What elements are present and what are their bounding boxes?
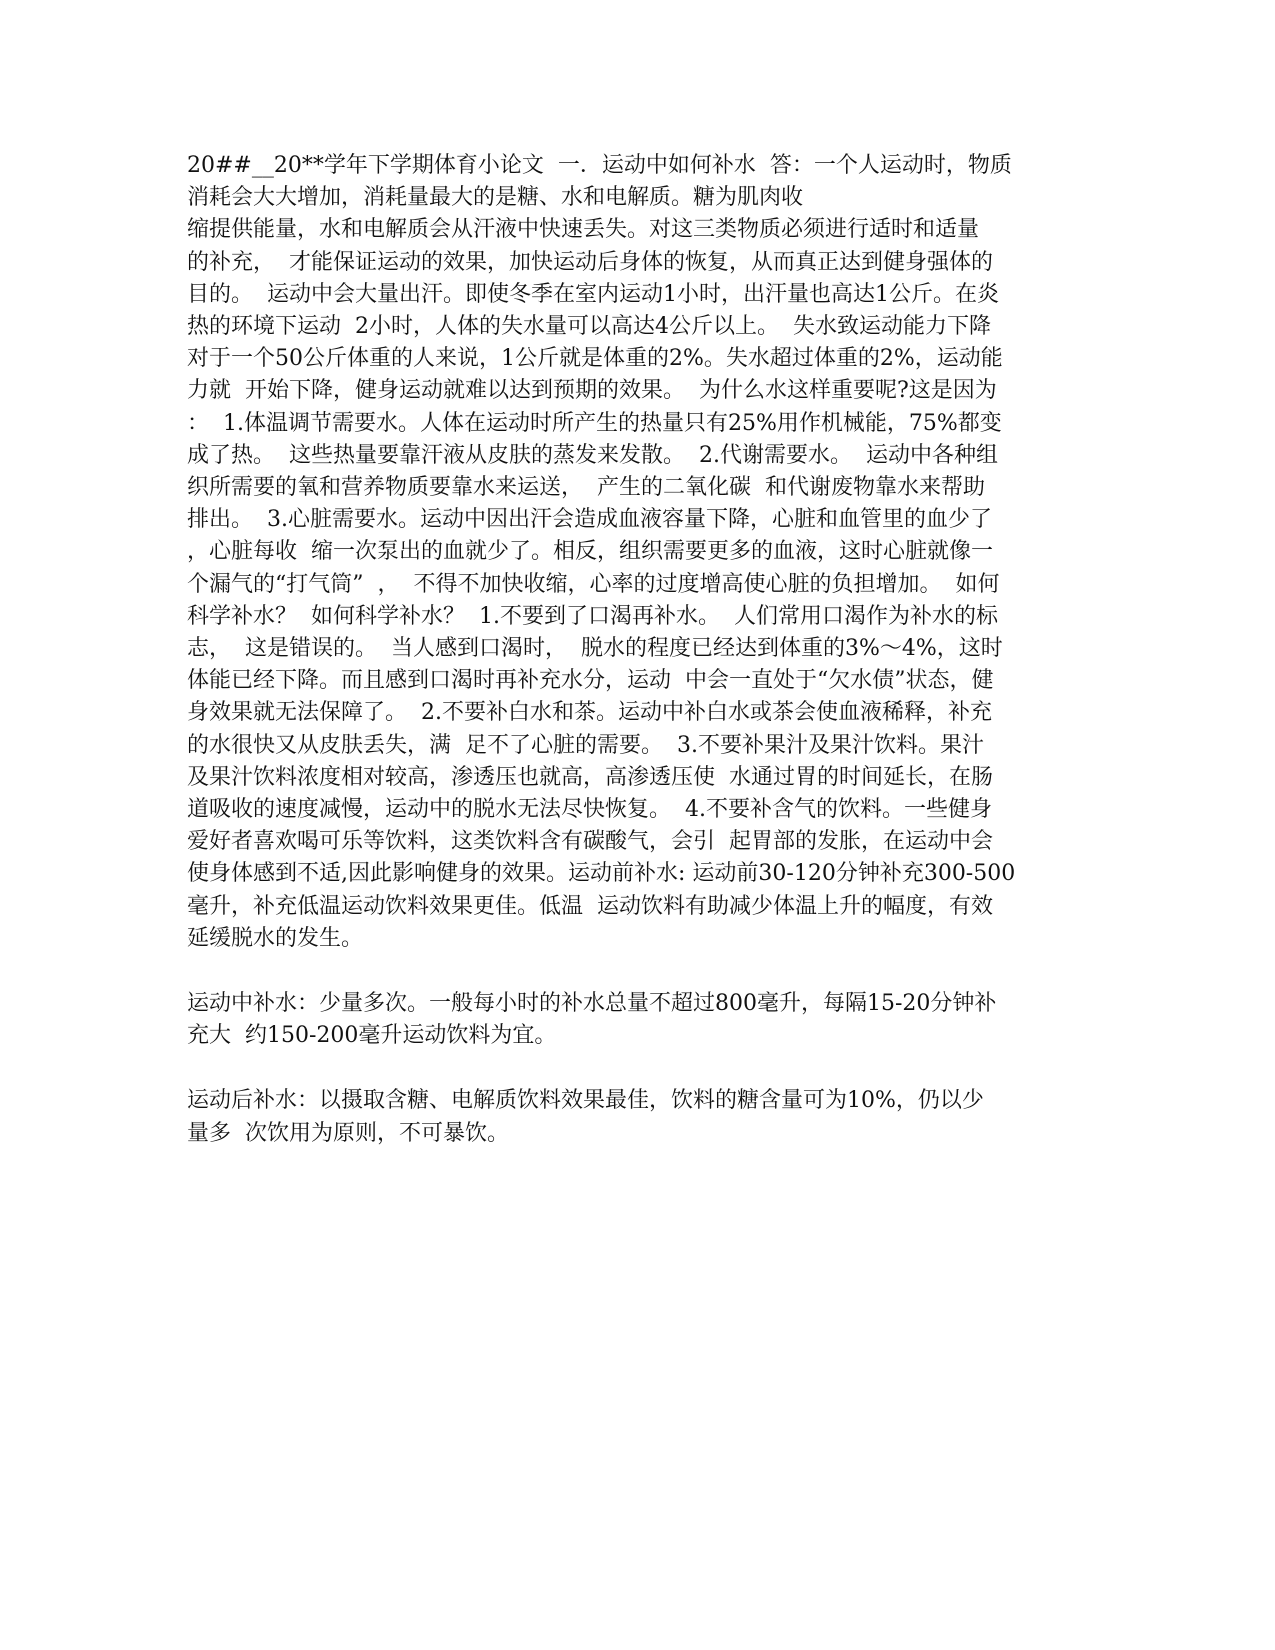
text-line: 延缓脱水的发生。 [187, 925, 364, 951]
text-line: 身效果就无法保障了。 2.不要补白水和茶。运动中补白水或茶会使血液稀释，补充 [187, 700, 992, 726]
text-line: 织所需要的氧和营养物质要靠水来运送， 产生的二氧化碳 和代谢废物靠水来帮助 [187, 475, 985, 501]
text-line: 20##__20**学年下学期体育小论文 一．运动中如何补水 答：一个人运动时，物质 [187, 153, 1012, 178]
text-line: 道吸收的速度减慢，运动中的脱水无法尽快恢复。 4.不要补含气的饮料。一些健身 [187, 797, 992, 823]
text-line: 充大 约150-200毫升运动饮料为宜。 [187, 1023, 557, 1049]
text-line: 个漏气的“打气筒” ， 不得不加快收缩，心率的过度增高使心脏的负担增加。 如何 [187, 571, 1000, 597]
text-line: 排出。 3.心脏需要水。运动中因出汗会造成血液容量下降，心脏和血管里的血少了 [187, 507, 992, 533]
text-line: 对于一个50公斤体重的人来说，1公斤就是体重的2%。失水超过体重的2%，运动能 [187, 346, 1003, 372]
text-line: 成了热。 这些热量要靠汗液从皮肤的蒸发来发散。 2.代谢需要水。 运动中各种组 [187, 442, 998, 468]
text-line: 运动后补水：以摄取含糖、电解质饮料效果最佳，饮料的糖含量可为10%，仍以少 [187, 1088, 984, 1114]
text-line: 目的。 运动中会大量出汗。即使冬季在室内运动1小时，出汗量也高达1公斤。在炎 [187, 281, 999, 307]
paragraph-main [187, 150, 1087, 955]
text-line: 毫升，补充低温运动饮料效果更佳。低温 运动饮料有助减少体温上升的幅度，有效 [187, 893, 993, 919]
text-line: ： 1.体温调节需要水。人体在运动时所产生的热量只有25%用作机械能，75%都变 [187, 410, 1002, 436]
paragraph-spacer [187, 1052, 1087, 1085]
text-line: 体能已经下降。而且感到口渴时再补充水分，运动 中会一直处于“欠水债”状态，健 [187, 668, 994, 694]
text-line: 缩提供能量，水和电解质会从汗液中快速丢失。对这三类物质必须进行适时和适量 [187, 217, 980, 243]
text-line: 消耗会大大增加，消耗量最大的是糖、水和电解质。糖为肌肉收 [187, 185, 804, 211]
text-line: 的水很快又从皮肤丢失，满 足不了心脏的需要。 3.不要补果汁及果汁饮料。果汁 [187, 732, 984, 758]
paragraph-after-exercise [187, 1085, 1087, 1149]
text-line: 的补充， 才能保证运动的效果，加快运动后身体的恢复，从而真正达到健身强体的 [187, 249, 993, 275]
text-line: 量多 次饮用为原则，不可暴饮。 [187, 1120, 509, 1146]
text-line: ，心脏每收 缩一次泵出的血就少了。相反，组织需要更多的血液，这时心脏就像一 [187, 539, 993, 565]
text-line: 科学补水？ 如何科学补水？ 1.不要到了口渴再补水。 人们常用口渴作为补水的标 [187, 603, 998, 629]
text-line: 热的环境下运动 2小时，人体的失水量可以高达4公斤以上。 失水致运动能力下降 [187, 314, 991, 340]
text-line: 使身体感到不适,因此影响健身的效果。运动前补水: 运动前30-120分钟补充300-500 [187, 861, 1016, 887]
text-line: 力就 开始下降，健身运动就难以达到预期的效果。 为什么水这样重要呢?这是因为 [187, 378, 997, 404]
paragraph-spacer [187, 955, 1087, 988]
paragraph-during-exercise [187, 988, 1087, 1052]
text-line: 爱好者喜欢喝可乐等饮料，这类饮料含有碳酸气，会引 起胃部的发胀，在运动中会 [187, 829, 993, 855]
text-line: 运动中补水：少量多次。一般每小时的补水总量不超过800毫升，每隔15-20分钟补 [187, 991, 997, 1017]
essay-body [187, 150, 1087, 1150]
text-line: 志， 这是错误的。 当人感到口渴时， 脱水的程度已经达到体重的3%～4%，这时 [187, 636, 1003, 662]
text-line: 及果汁饮料浓度相对较高，渗透压也就高，高渗透压使 水通过胃的时间延长，在肠 [187, 764, 993, 790]
